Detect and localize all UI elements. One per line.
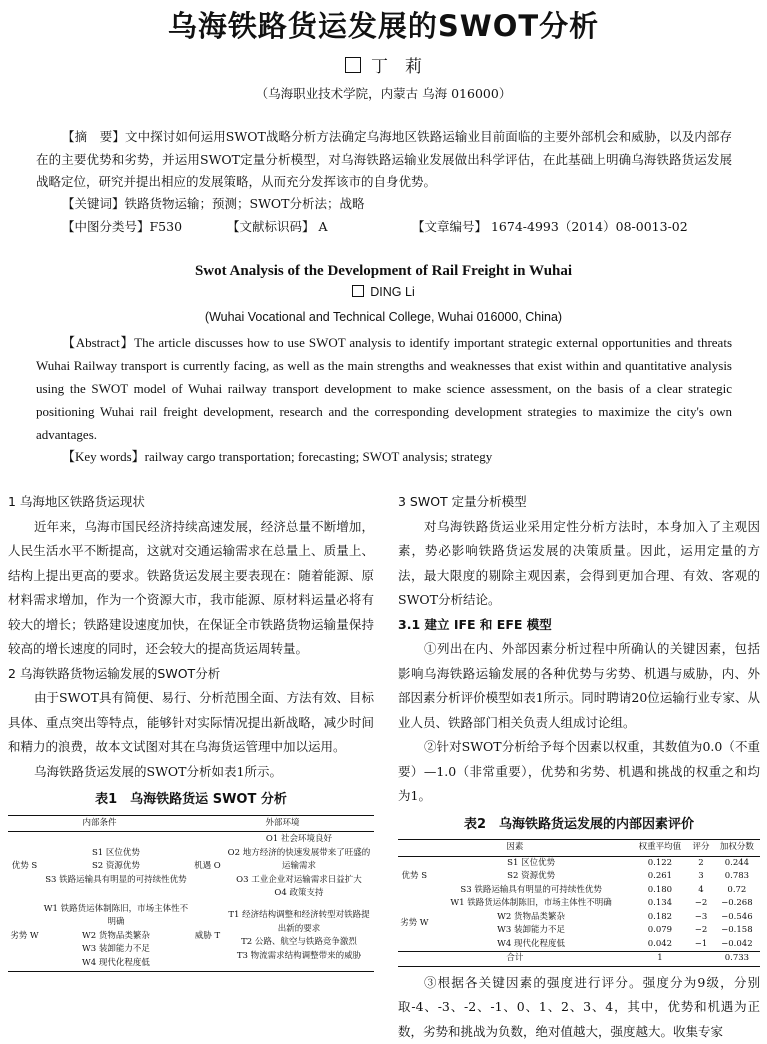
abstract: 【摘 要】文中探讨如何运用SWOT战略分析方法确定乌海地区铁路运输业目前面临的主要外部机会和威胁，以及内部存在的主要优势和劣势，并运用SWOT定量分析模型，对乌海铁路运输业发展做出科学评估，在此基础上明确乌海铁路货运发展战略定位，研究并提出相应的发展策略，从而充分发挥该市的自身优势。 xyxy=(36,126,732,194)
author-name: 丁 莉 xyxy=(371,57,422,77)
table-header: 因素 xyxy=(398,840,632,857)
table-cell: −1 xyxy=(688,938,714,952)
list-item: W2 货物品类繁杂 xyxy=(43,930,189,944)
list-item: S2 资源优势 xyxy=(43,860,189,874)
table-cell: S2 资源优势 xyxy=(431,870,632,884)
section-3-1-paragraph-2: ②针对SWOT分析给予每个因素以权重，其数值为0.0（不重要）—1.0（非常重要），优势和劣势、机遇和挑战的权重之和均为1。 xyxy=(398,735,760,809)
section-2-paragraph-1: 由于SWOT具有简便、易行、分析范围全面、方法有效、目标具体、重点突出等特点，能够针对实际情况提出新战略，减少时间和精力的浪费，故本文试图对其在乌海货运管理中加以运用。 xyxy=(8,686,374,760)
table-cell: W4 现代化程度低 xyxy=(431,938,632,952)
table-cell: 0.042 xyxy=(632,938,689,952)
table-cell: 0.182 xyxy=(632,911,689,925)
group-label-strength: 优势 S xyxy=(398,856,431,897)
list-item: S3 铁路运输具有明显的可持续性优势 xyxy=(43,874,189,888)
author-box-icon xyxy=(345,57,361,73)
table-cell: S3 铁路运输具有明显的可持续性优势 xyxy=(431,884,632,898)
table-cell: −2 xyxy=(688,924,714,938)
list-item: W4 现代化程度低 xyxy=(43,957,189,971)
section-1-heading: 1 乌海地区铁路货运现状 xyxy=(8,490,374,515)
document-code: 【文献标识码】 A xyxy=(227,217,328,235)
table-row xyxy=(398,856,760,870)
total-label: 合计 xyxy=(398,952,632,967)
opportunity-label: 机遇 O xyxy=(191,832,224,902)
list-item: W1 铁路货运体制陈旧，市场主体性不明确 xyxy=(43,903,189,930)
weakness-label: 劣势 W xyxy=(8,902,41,972)
right-column xyxy=(398,490,760,1044)
table-row xyxy=(8,902,374,972)
list-item: S1 区位优势 xyxy=(43,847,189,861)
table-row xyxy=(398,924,760,938)
table-cell: W2 货物品类繁杂 xyxy=(431,911,632,925)
table-header: 权重平均值 xyxy=(632,840,689,857)
list-item: O3 工业企业对运输需求日益扩大 xyxy=(226,874,372,888)
section-2-heading: 2 乌海铁路货物运输发展的SWOT分析 xyxy=(8,662,374,687)
strength-label: 优势 S xyxy=(8,832,41,902)
total-weighted: 0.733 xyxy=(714,952,760,967)
table-2-caption: 表2 乌海铁路货运发展的内部因素评价 xyxy=(398,813,760,838)
table-cell: 0.72 xyxy=(714,884,760,898)
table-row xyxy=(8,832,374,902)
english-abstract: 【Abstract】The article discusses how to use SWOT analysis to identify important strategic external opportunities and threats Wuhai Railway transport is currently facing, as well as the main strengths and weaknesses that exist within and quantitative analysis using the SWOT model of Wuhai railway transport development to make science assessment, on the basis of a clear strategic positioning Wuhai rail freight development, research and the corresponding development strategies to maximize the city's own advantages. xyxy=(36,331,732,446)
total-weight: 1 xyxy=(632,952,689,967)
group-label-weakness: 劣势 W xyxy=(398,897,431,952)
list-item: O4 政策支持 xyxy=(226,887,372,901)
list-item: O2 地方经济的快速发展带来了旺盛的运输需求 xyxy=(226,847,372,874)
table-row xyxy=(398,897,760,911)
table-cell xyxy=(688,952,714,967)
keywords: 【关键词】铁路货物运输；预测；SWOT分析法；战略 xyxy=(62,194,365,212)
table-row xyxy=(398,938,760,952)
opportunity-items xyxy=(224,832,374,902)
english-title: Swot Analysis of the Development of Rail Freight in Wuhai xyxy=(0,263,767,280)
table-cell: 4 xyxy=(688,884,714,898)
table-cell: −2 xyxy=(688,897,714,911)
threat-items xyxy=(224,902,374,972)
table-header: 评分 xyxy=(688,840,714,857)
section-3-1-paragraph-3: ③根据各关键因素的强度进行评分。强度分为9级，分别取-4、-3、-2、-1、0、1、2、3、4，其中，优势和机遇为正数，劣势和挑战为负数，绝对值越大，强度越大。收集专家 xyxy=(398,971,760,1044)
table-cell: 0.783 xyxy=(714,870,760,884)
classification-code: 【中图分类号】F530 xyxy=(62,217,182,235)
table-cell: −0.158 xyxy=(714,924,760,938)
table-row-total xyxy=(398,952,760,967)
strength-items xyxy=(41,832,191,902)
section-3-heading: 3 SWOT 定量分析模型 xyxy=(398,490,760,515)
page-title: 乌海铁路货运发展的SWOT分析 xyxy=(0,4,767,45)
table-1-caption: 表1 乌海铁路货运 SWOT 分析 xyxy=(8,788,374,813)
table-row xyxy=(398,911,760,925)
affiliation: （乌海职业技术学院，内蒙古 乌海 016000） xyxy=(0,84,767,102)
table-cell: 0.122 xyxy=(632,856,689,870)
article-number: 【文章编号】 1674-4993（2014）08-0013-02 xyxy=(412,217,688,235)
table-cell: 0.180 xyxy=(632,884,689,898)
table-header: 内部条件 xyxy=(8,815,191,832)
section-1-paragraph: 近年来，乌海市国民经济持续高速发展，经济总量不断增加，人民生活水平不断提高，这就对交通运输需求在总量上、质量上、结构上提出更高的要求。铁路货运发展主要表现在：随着能源、原材料需求增加，作为一个资源大市，我市能源、原材料运量必将有较大的增长；铁路建设速度加快，在保证全市铁路货物运输量保持较高的增长速度的同时，还会较大的提高货运周转量。 xyxy=(8,515,374,662)
table-row xyxy=(8,815,374,832)
list-item: O1 社会环境良好 xyxy=(226,833,372,847)
table-cell: W3 装卸能力不足 xyxy=(431,924,632,938)
english-keywords: 【Key words】railway cargo transportation; forecasting; SWOT analysis; strategy xyxy=(62,446,492,465)
table-row xyxy=(398,840,760,857)
weakness-items xyxy=(41,902,191,972)
table-cell: 3 xyxy=(688,870,714,884)
english-author-name: DING Li xyxy=(370,285,414,299)
english-author-box-icon xyxy=(352,285,364,297)
table-cell: 0.261 xyxy=(632,870,689,884)
table-header: 外部环境 xyxy=(191,815,374,832)
table-header: 加权分数 xyxy=(714,840,760,857)
list-item: T2 公路、航空与铁路竞争激烈 xyxy=(226,936,372,950)
section-2-paragraph-2: 乌海铁路货运发展的SWOT分析如表1所示。 xyxy=(8,760,374,785)
list-item: W3 装卸能力不足 xyxy=(43,943,189,957)
table-cell: 0.134 xyxy=(632,897,689,911)
table-cell: −0.268 xyxy=(714,897,760,911)
section-3-1-paragraph-1: ①列出在内、外部因素分析过程中所确认的关键因素，包括影响乌海铁路运输发展的各种优势与劣势、机遇与威胁，内、外部因素分析评价模型如表1所示。同时聘请20位运输行业专家、从业人员、铁路部门相关负责人组成讨论组。 xyxy=(398,637,760,735)
english-affiliation: (Wuhai Vocational and Technical College, Wuhai 016000, China) xyxy=(0,310,767,324)
table-cell: S1 区位优势 xyxy=(431,856,632,870)
left-column xyxy=(8,490,374,972)
table-1 xyxy=(8,815,374,973)
section-3-paragraph: 对乌海铁路货运业采用定性分析方法时，本身加入了主观因素，势必影响铁路货运发展的决策质量。因此，运用定量的方法，最大限度的剔除主观因素，会得到更加合理、有效、客观的SWOT分析结论。 xyxy=(398,515,760,613)
threat-label: 威胁 T xyxy=(191,902,224,972)
table-cell: −0.042 xyxy=(714,938,760,952)
table-cell: 0.244 xyxy=(714,856,760,870)
table-cell: 0.079 xyxy=(632,924,689,938)
table-cell: W1 铁路货运体制陈旧，市场主体性不明确 xyxy=(431,897,632,911)
table-cell: −0.546 xyxy=(714,911,760,925)
table-cell: −3 xyxy=(688,911,714,925)
table-2 xyxy=(398,839,760,967)
english-author xyxy=(0,285,767,299)
table-cell: 2 xyxy=(688,856,714,870)
list-item: T1 经济结构调整和经济转型对铁路提出新的要求 xyxy=(226,909,372,936)
author xyxy=(0,52,767,77)
list-item: T3 物流需求结构调整带来的威胁 xyxy=(226,950,372,964)
section-3-1-heading: 3.1 建立 IFE 和 EFE 模型 xyxy=(398,613,760,638)
table-row xyxy=(398,884,760,898)
table-row xyxy=(398,870,760,884)
